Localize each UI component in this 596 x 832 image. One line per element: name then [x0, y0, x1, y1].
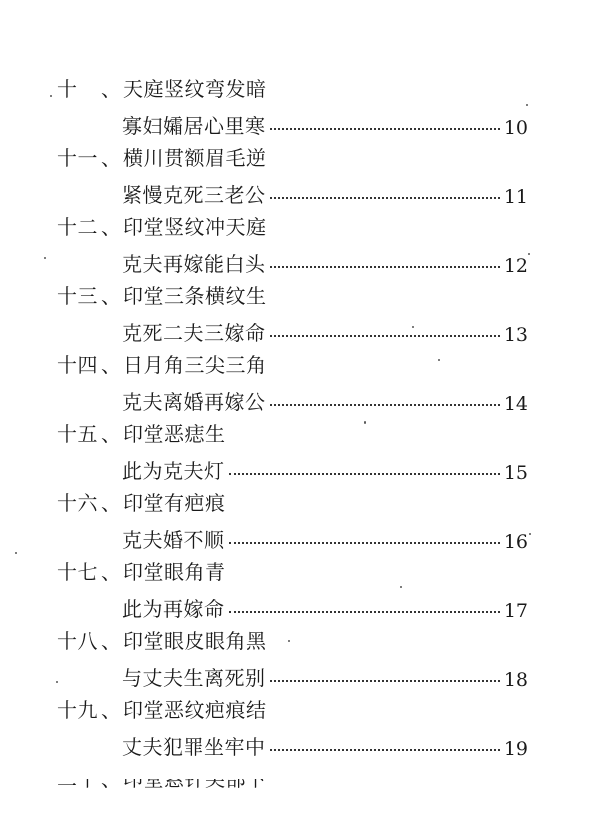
scan-speck: [526, 104, 528, 106]
scan-speck: [44, 257, 46, 259]
scan-speck: [364, 421, 366, 424]
entry-number: 十三: [57, 283, 98, 308]
dot-leader: [270, 334, 500, 337]
toc-entry: [0, 622, 596, 691]
dot-leader: [229, 541, 500, 544]
toc-entry-subline[interactable]: [0, 657, 596, 692]
entry-separator: 、: [101, 490, 122, 515]
entry-number: 十四: [57, 352, 98, 377]
entry-page-number: 15: [503, 462, 528, 484]
entry-page-number: 14: [503, 393, 528, 415]
entry-subtitle: 克夫离婚再嫁公: [122, 390, 266, 414]
toc-entry: [0, 484, 596, 553]
entry-title: 印堂恶纹疤痕结: [123, 697, 267, 722]
entry-title: 印堂竖纹冲天庭: [123, 214, 267, 239]
entry-page-number: 13: [503, 324, 528, 346]
toc-entry-subline[interactable]: [0, 174, 596, 209]
entry-subtitle: 此为克夫灯: [122, 459, 225, 483]
toc-entry-subline[interactable]: [0, 588, 596, 623]
entry-separator: 、: [101, 628, 122, 653]
entry-separator: 、: [101, 76, 122, 101]
entry-title: 印堂眼角青: [123, 559, 226, 584]
entry-subtitle: 克夫婚不顺: [122, 528, 225, 552]
entry-separator: 、: [101, 145, 122, 170]
entry-number: 十一: [57, 145, 98, 170]
entry-separator: 、: [101, 352, 122, 377]
entry-separator: 、: [101, 283, 122, 308]
entry-separator: 、: [101, 697, 122, 722]
entry-page-number: 11: [503, 186, 528, 208]
scan-speck: [529, 533, 531, 535]
toc-entry-heading: [0, 139, 596, 174]
entry-number: 十二: [57, 214, 98, 239]
entry-subtitle: 克死二夫三嫁命: [122, 321, 266, 345]
entry-separator: 、: [101, 559, 122, 584]
toc-entry-heading: [0, 415, 596, 450]
entry-separator: 、: [101, 421, 122, 446]
toc-entry-subline[interactable]: [0, 243, 596, 278]
entry-separator: 、: [101, 214, 122, 239]
entry-title: 横川贯额眉毛逆: [123, 145, 267, 170]
entry-title: 日月角三尖三角: [123, 352, 267, 377]
toc-entry: [0, 208, 596, 277]
entry-subtitle: 与丈夫生离死别: [122, 666, 266, 690]
entry-page-number: 18: [503, 669, 528, 691]
entry-number: 十七: [57, 559, 98, 584]
toc-entry-heading: [0, 346, 596, 381]
scan-speck: [438, 359, 440, 361]
toc-entry-subline[interactable]: [0, 450, 596, 485]
toc-entry-heading: [0, 277, 596, 312]
toc-entry-subline[interactable]: [0, 726, 596, 761]
entry-number: 十九: [57, 697, 98, 722]
entry-page-number: 16: [503, 531, 528, 553]
entry-page-number: 12: [503, 255, 528, 277]
entry-number: 十八: [57, 628, 98, 653]
entry-page-number: 17: [503, 600, 528, 622]
dot-leader: [229, 610, 500, 613]
entry-title: 印堂恶痣生: [123, 421, 226, 446]
entry-page-number: 10: [503, 117, 528, 139]
entry-title: 印堂三条横纹生: [123, 283, 267, 308]
entry-title: 天庭竖纹弯发暗: [123, 76, 267, 101]
toc-entry: [0, 70, 596, 139]
dot-leader: [270, 748, 500, 751]
toc-entry-subline[interactable]: [0, 105, 596, 140]
toc-entry: [0, 139, 596, 208]
toc-list: [0, 70, 596, 795]
dot-leader: [270, 127, 500, 130]
entry-subtitle: 克夫再嫁能白头: [122, 252, 266, 276]
entry-subtitle: 此为再嫁命: [122, 597, 225, 621]
entry-number: 十五: [57, 421, 98, 446]
scan-speck: [400, 586, 402, 588]
entry-subtitle: 紧慢克死三老公: [122, 183, 266, 207]
entry-subtitle: 寡妇孀居心里寒: [122, 114, 266, 138]
toc-entry: [0, 691, 596, 760]
toc-entry-heading: [0, 484, 596, 519]
toc-entry-heading: [0, 208, 596, 243]
dot-leader: [270, 196, 500, 199]
toc-entry-heading: [0, 70, 596, 105]
scan-speck: [15, 552, 17, 554]
dot-leader: [229, 472, 500, 475]
dot-leader: [270, 679, 500, 682]
scan-speck: [288, 640, 290, 642]
dot-leader: [270, 403, 500, 406]
entry-page-number: 19: [503, 738, 528, 760]
dot-leader: [270, 265, 500, 268]
page-crop-edge: [0, 763, 596, 779]
toc-entry: [0, 415, 596, 484]
entry-title: 印堂有疤痕: [123, 490, 226, 515]
toc-entry: [0, 277, 596, 346]
entry-title: 印堂眼皮眼角黑: [123, 628, 267, 653]
scan-speck: [50, 95, 52, 97]
scan-speck: [412, 326, 414, 328]
toc-entry: [0, 346, 596, 415]
scan-speck: [528, 253, 530, 255]
entry-number: 十六: [57, 490, 98, 515]
scan-speck: [56, 681, 58, 683]
entry-subtitle: 丈夫犯罪坐牢中: [122, 735, 266, 759]
toc-entry-heading: [0, 622, 596, 657]
toc-entry-heading: [0, 691, 596, 726]
toc-entry-subline[interactable]: [0, 312, 596, 347]
toc-entry-heading: [0, 553, 596, 588]
toc-entry-subline[interactable]: [0, 381, 596, 416]
entry-number: 十: [57, 76, 78, 101]
toc-entry-subline[interactable]: [0, 519, 596, 554]
toc-entry: [0, 553, 596, 622]
